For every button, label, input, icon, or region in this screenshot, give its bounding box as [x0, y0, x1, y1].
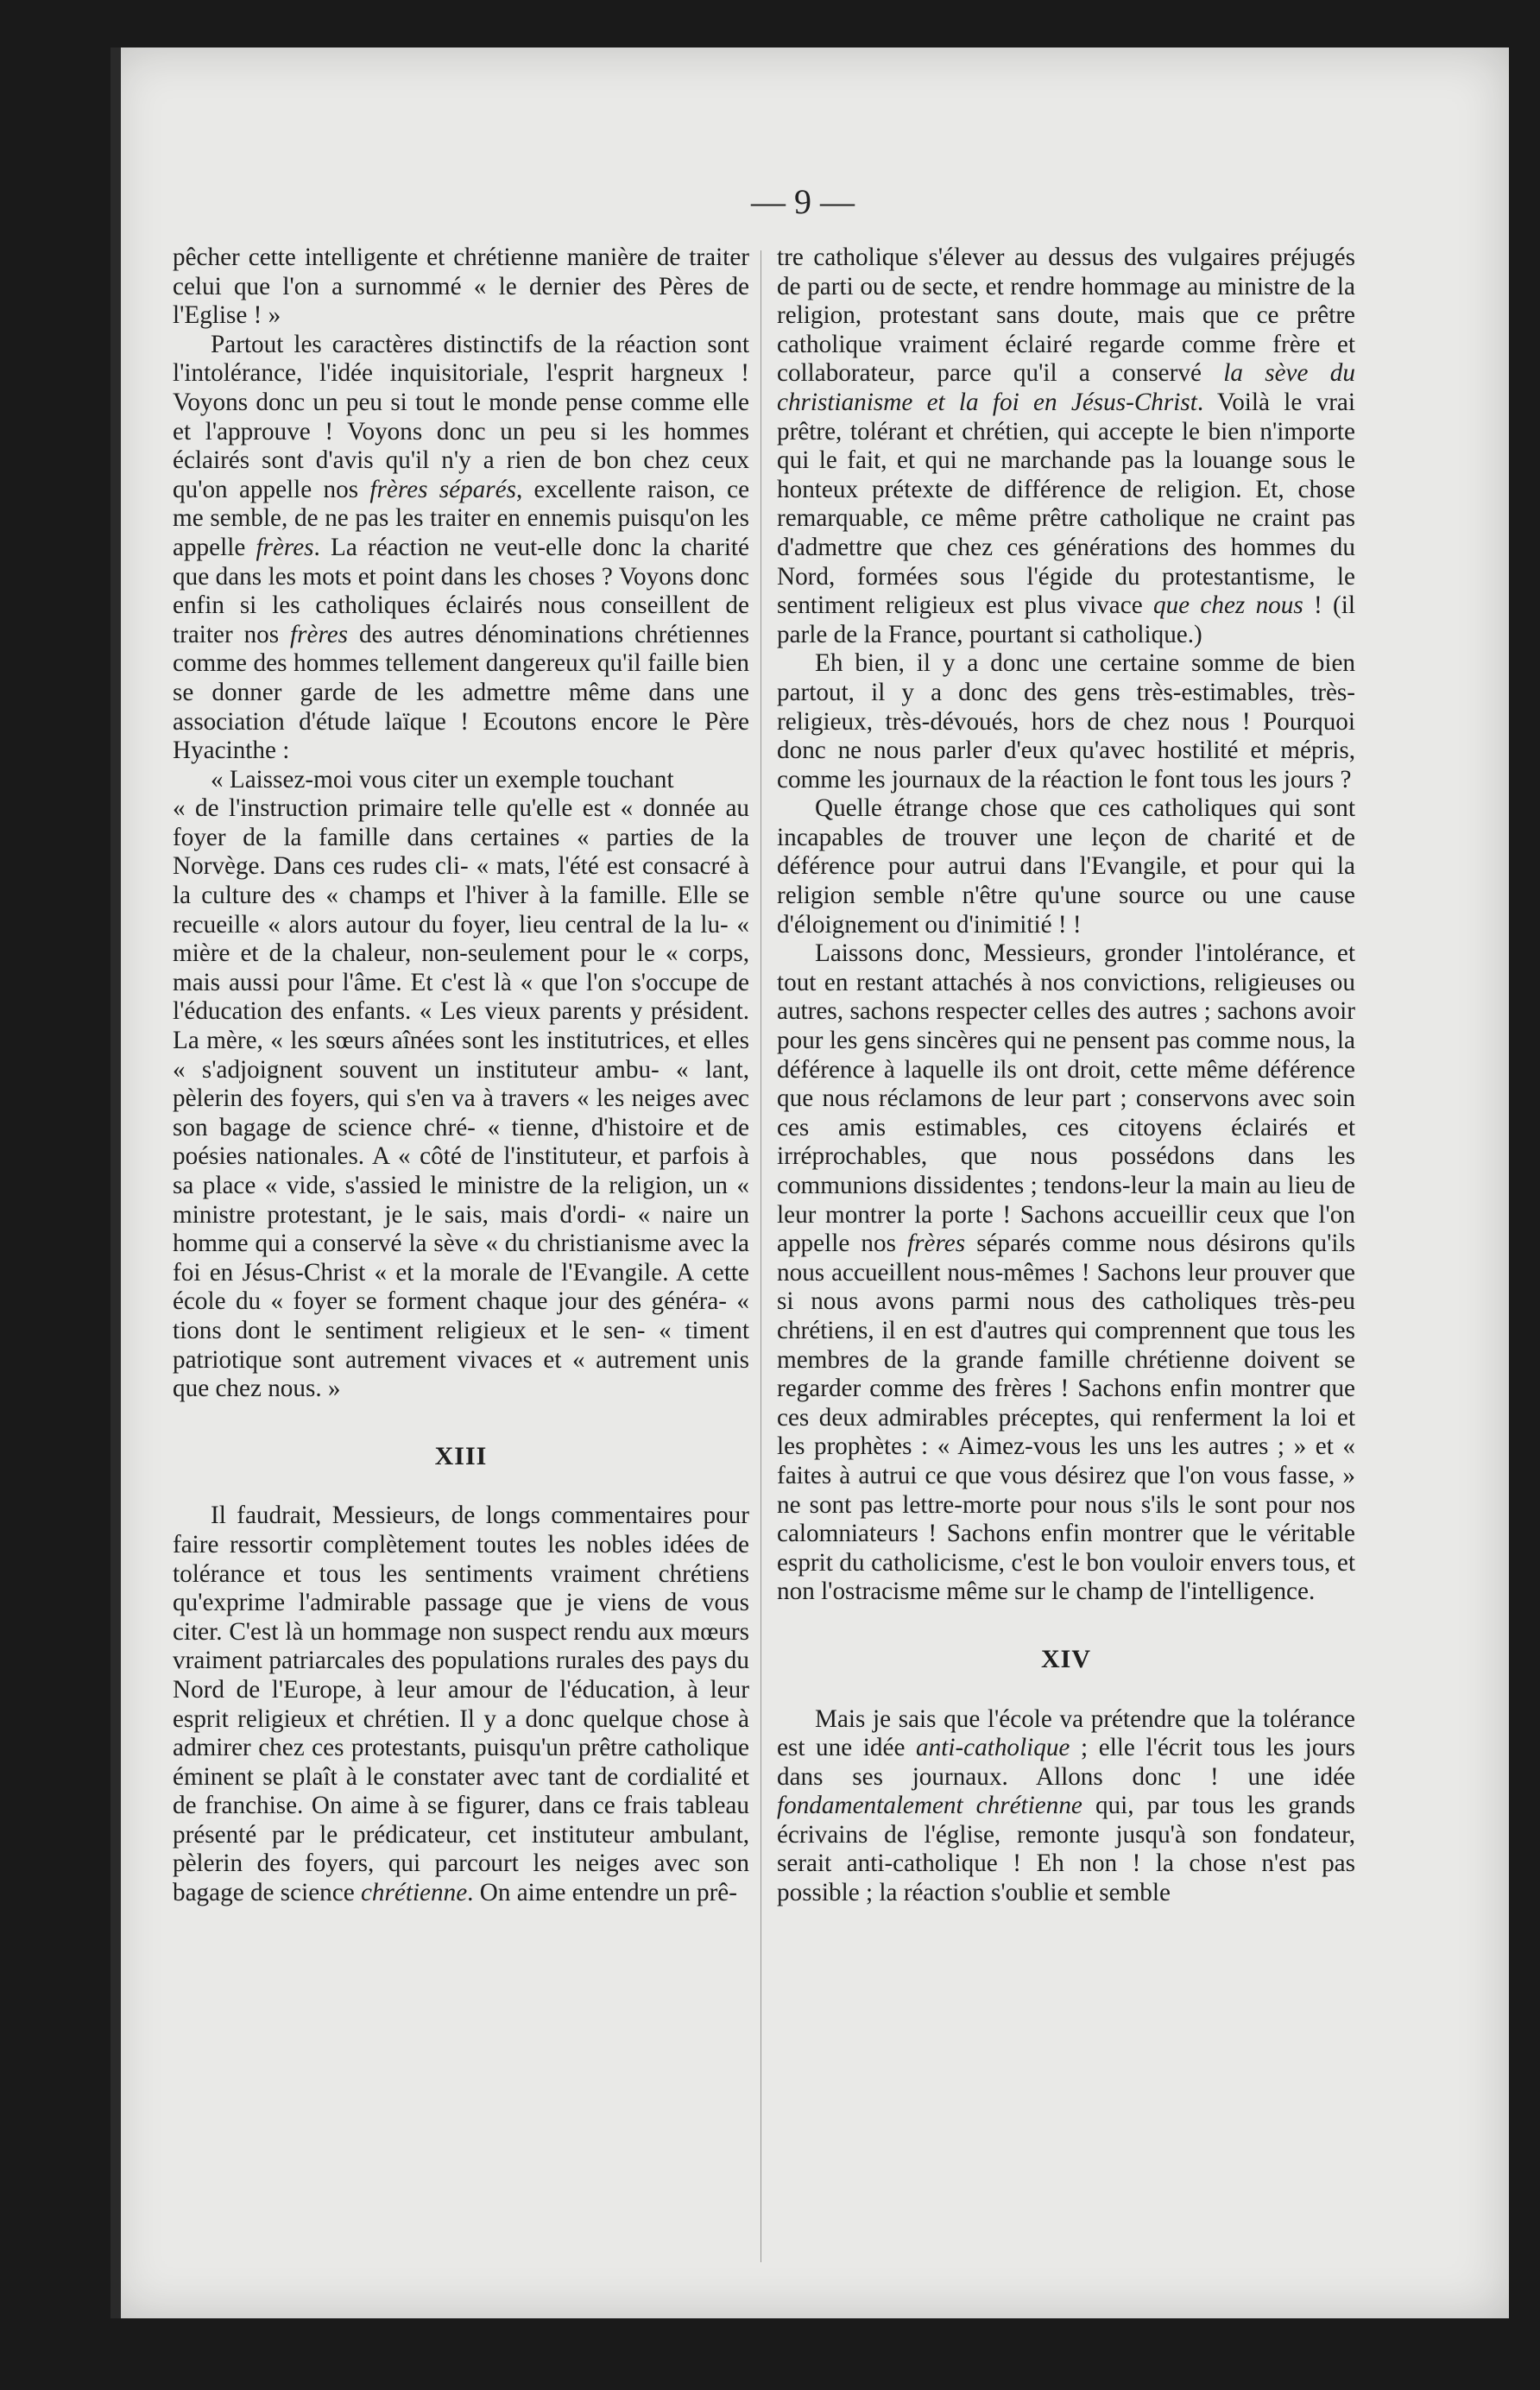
- paragraph: Quelle étrange chose que ces catholiques qui sont incapables de trouver une leçon de charité et de déférence pour autrui dans l'Evangile, et pour qui la religion semble n'être qu'une source ou une cause d'éloignement ou d'inimitié ! !: [777, 794, 1355, 939]
- italic-text: frères: [256, 533, 314, 561]
- left-column: [173, 243, 749, 1908]
- paragraph: pêcher cette intelligente et chrétienne manière de traiter celui que l'on a surnommé « le dernier des Pères de l'Eglise ! »: [173, 243, 749, 330]
- italic-text: fondamentalement chrétienne: [777, 1792, 1082, 1820]
- quote-body: « de l'instruction primaire telle qu'elle est « donnée au foyer de la famille dans certaines « parties de la Norvège. Dans ces rudes cli- « mats, l'été est consacré à la culture des « champs et l'hiver à la famille. Elle se recueille « alors autour du foyer, lieu central de la lu- « mière et de la chaleur, non-seulement pour le « corps, mais aussi pour l'âme. Et c'est là « que l'on s'occupe de l'éducation des enfants. « Les vieux parents y président. La mère, « les sœurs aînées sont les institutrices, et elles « s'adjoignent souvent un instituteur ambu- « lant, pèlerin des foyers, qui s'en va à travers « les neiges avec son bagage de science chré- « tienne, d'histoire et de poésies nationales. A « côté de l'instituteur, et parfois à sa place « vide, s'assied le ministre de la religion, un « ministre protestant, je le sais, mais d'ordi- « naire un homme qui a conservé la sève « du christianisme avec la foi en Jésus-Christ « et la morale de l'Evangile. A cette école du « foyer se forment chaque jour des généra- « tions dont le sentiment religieux et le sen- « timent patriotique sont autrement vivaces et « autrement unis que chez nous. »: [173, 794, 749, 1403]
- paragraph: tre catholique s'élever au dessus des vulgaires préjugés de parti ou de secte, et rendre hommage au ministre de la religion, protestant sans doute, mais que ce prêtre catholique vraiment éclairé regarde comme frère et collaborateur, parce qu'il a conservé la sève du christianisme et la foi en Jésus-Christ. Voilà le vrai prêtre, tolérant et chrétien, qui accepte le bien n'importe qui le fait, et qui ne marchande pas la louange sous le honteux prétexte de différence de religion. Et, chose remarquable, ce même prêtre catholique ne craint pas d'admettre que chez ces générations des hommes du Nord, formées sous l'égide du protestantisme, le sentiment religieux est plus vivace que chez nous ! (il parle de la France, pourtant si catholique.): [777, 243, 1355, 648]
- paragraph: Partout les caractères distinctifs de la réaction sont l'intolérance, l'idée inquisitoriale, l'esprit hargneux ! Voyons donc un peu si tout le monde pense comme elle et l'approuve ! Voyons donc un peu si les hommes éclairés sont d'avis qu'il n'y a rien de bon chez ceux qu'on appelle nos frères séparés, excellente raison, ce me semble, de ne pas les traiter en ennemis puisqu'on les appelle frères. La réaction ne veut-elle donc la charité que dans les mots et point dans les choses ? Voyons donc enfin si les catholiques éclairés nous conseillent de traiter nos frères des autres dénominations chrétiennes comme des hommes tellement dangereux qu'il faille bien se donner garde de les admettre même dans une association d'étude laïque ! Ecoutons encore le Père Hyacinthe :: [173, 330, 750, 765]
- italic-text: frères séparés: [369, 475, 516, 503]
- page-number: — 9 —: [751, 182, 855, 221]
- section-heading: XIV: [1040, 1644, 1091, 1673]
- paragraph: Laissons donc, Messieurs, gronder l'intolérance, et tout en restant attachés à nos convictions, religieuses ou autres, sachons respecter celles des autres ; sachons avoir pour les gens sincères qui ne pensent pas comme nous, la déférence à laquelle ils ont droit, cette même déférence que nous réclamons de leur part ; conservons avec soin ces amis estimables, ces citoyens éclairés et irréprochables, que nous possédons dans les communions dissidentes ; tendons-leur la main au lieu de leur montrer la porte ! Sachons accueillir ceux que l'on appelle nos frères séparés comme nous désirons qu'ils nous accueillent nous-mêmes ! Sachons leur prouver que si nous avons parmi nous des catholiques très-peu chrétiens, il en est d'autres qui comprennent que tous les membres de la grande famille chrétienne doivent se regarder comme des frères ! Sachons enfin montrer que ces deux admirables préceptes, qui renferment la loi et les prophètes : « Aimez-vous les uns les autres ; » et « faites à autrui ce que vous désirez que l'on vous fasse, » ne sont pas lettre-morte pour nous s'ils le sont pour nos calomniateurs ! Sachons enfin montrer que le véritable esprit du catholicisme, c'est le bon vouloir envers tous, et non l'ostracisme même sur le champ de l'intelligence.: [777, 939, 1355, 1606]
- italic-text: la sève du christianisme et la foi en Jésus-Christ: [777, 359, 1355, 416]
- binding-edge: [110, 47, 121, 2318]
- paragraph: Il faudrait, Messieurs, de longs commentaires pour faire ressortir complètement toutes les nobles idées de tolérance et tous les sentiments vraiment chrétiens qu'exprime l'admirable passage que je viens de vous citer. C'est là un hommage non suspect rendu aux mœurs vraiment patriarcales des populations rurales des pays du Nord de l'Europe, à leur amour de l'éducation, à leur esprit religieux et chrétien. Il y a donc quelque chose à admirer chez ces protestants, puisqu'un prêtre catholique éminent se plaît à le constater avec tant de cordialité et de franchise. On aime à se figurer, dans ce frais tableau présenté par le prédicateur, cet instituteur ambulant, pèlerin des foyers, qui parcourt les neiges avec son bagage de science chrétienne. On aime entendre un prê-: [173, 1502, 749, 1907]
- paragraph: Mais je sais que l'école va prétendre que la tolérance est une idée anti-catholique ; elle l'écrit tous les jours dans ses journaux. Allons donc ! une idée fondamentalement chrétienne qui, par tous les grands écrivains de l'église, remonte jusqu'à son fondateur, serait anti-catholique ! Eh non ! la chose n'est pas possible ; la réaction s'oublie et semble: [777, 1704, 1356, 1907]
- italic-text: frères: [907, 1230, 966, 1258]
- italic-text: que chez nous: [1152, 591, 1303, 620]
- italic-text: frères: [290, 620, 349, 648]
- paragraph: Eh bien, il y a donc une certaine somme de bien partout, il y a donc des gens très-estimables, très-religieux, très-dévoués, hors de chez nous ! Pourquoi donc ne nous parler d'eux qu'avec hostilité et mépris, comme les journaux de la réaction le font tous les jours ?: [777, 649, 1355, 794]
- section-heading: XIII: [434, 1441, 488, 1470]
- quote-line: « Laissez-moi vous citer un exemple touchant: [211, 765, 674, 794]
- italic-text: chrétienne: [360, 1879, 468, 1907]
- italic-text: anti-catholique: [916, 1734, 1070, 1762]
- right-column: [777, 243, 1355, 1908]
